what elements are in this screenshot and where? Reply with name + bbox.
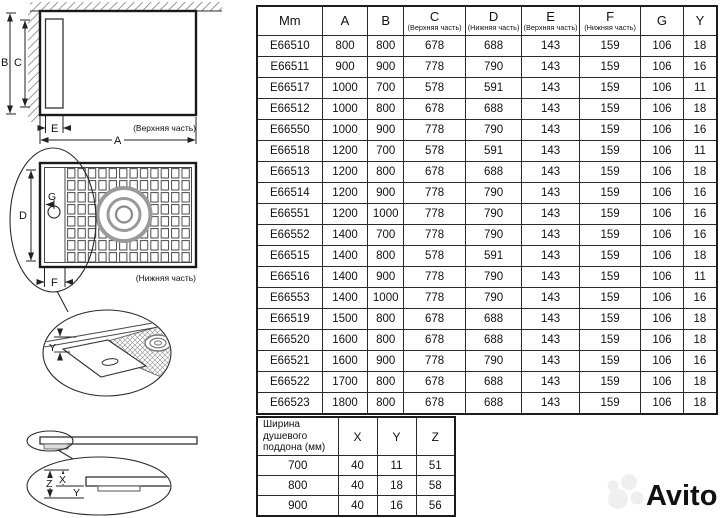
- table-cell: 900: [368, 267, 404, 288]
- table-row: [257, 393, 717, 415]
- table-row: [257, 496, 455, 517]
- table-cell: 1400: [322, 246, 368, 267]
- table-cell: E66522: [257, 372, 322, 393]
- table-cell: 790: [466, 267, 522, 288]
- table-cell: E66513: [257, 162, 322, 183]
- table-cell: 800: [368, 330, 404, 351]
- table-cell: 159: [580, 57, 641, 78]
- table-cell: 1200: [322, 162, 368, 183]
- table-cell: 778: [404, 267, 466, 288]
- table-cell: 16: [683, 57, 717, 78]
- table-cell: 106: [641, 246, 684, 267]
- table-cell: 678: [404, 393, 466, 415]
- table-cell: 1500: [322, 309, 368, 330]
- table-cell: 143: [522, 288, 580, 309]
- table-cell: 900: [257, 496, 338, 517]
- wall-hatch-top: [30, 2, 222, 11]
- table-row: [257, 78, 717, 99]
- column-header: Ширина душевого поддона (мм): [257, 417, 338, 456]
- table-cell: 159: [580, 288, 641, 309]
- table-cell: 18: [683, 36, 717, 57]
- table-row: [257, 246, 717, 267]
- table-cell: 700: [368, 141, 404, 162]
- table-cell: 143: [522, 36, 580, 57]
- table-cell: 18: [683, 372, 717, 393]
- table-cell: 143: [522, 183, 580, 204]
- table-cell: 143: [522, 372, 580, 393]
- table-cell: 18: [683, 393, 717, 415]
- column-header: G: [641, 6, 684, 36]
- table-row: [257, 267, 717, 288]
- table-cell: 1200: [322, 183, 368, 204]
- table-row: [257, 36, 717, 57]
- table-cell: 790: [466, 204, 522, 225]
- table-cell: E66517: [257, 78, 322, 99]
- column-header: F (Нижняя часть): [580, 6, 641, 36]
- table-cell: 688: [466, 162, 522, 183]
- drain-channel: [46, 19, 64, 108]
- top-view-caption: (Верхняя часть): [133, 123, 196, 133]
- table-row: [257, 330, 717, 351]
- table-row: [257, 204, 717, 225]
- table-cell: 143: [522, 204, 580, 225]
- table-cell: 159: [580, 246, 641, 267]
- table-cell: 40: [338, 496, 377, 517]
- table-cell: 106: [641, 288, 684, 309]
- table-cell: 1000: [368, 204, 404, 225]
- table-cell: 143: [522, 246, 580, 267]
- table-cell: 778: [404, 204, 466, 225]
- bottom-view-diagram: [10, 148, 196, 312]
- dimensions-table-body: [257, 36, 717, 415]
- table-cell: 578: [404, 141, 466, 162]
- table-cell: 106: [641, 36, 684, 57]
- table-cell: 58: [416, 476, 455, 496]
- table-cell: E66523: [257, 393, 322, 415]
- table-row: [257, 183, 717, 204]
- table-cell: 143: [522, 309, 580, 330]
- table-cell: 778: [404, 225, 466, 246]
- table-cell: 106: [641, 267, 684, 288]
- table-cell: 1400: [322, 225, 368, 246]
- table-cell: 16: [683, 288, 717, 309]
- dimension-label-c: C: [14, 57, 22, 69]
- table-cell: 578: [404, 246, 466, 267]
- table-row: [257, 456, 455, 476]
- table-cell: 16: [377, 496, 416, 517]
- table-cell: 16: [683, 183, 717, 204]
- table-cell: 11: [683, 78, 717, 99]
- table-row: [257, 57, 717, 78]
- dimension-label-e: E: [51, 123, 59, 135]
- table-cell: 18: [683, 162, 717, 183]
- table-cell: 578: [404, 78, 466, 99]
- table-cell: 800: [368, 36, 404, 57]
- table-cell: 800: [368, 372, 404, 393]
- table-cell: 16: [683, 225, 717, 246]
- dimension-label-b: B: [1, 57, 9, 69]
- table-cell: 591: [466, 141, 522, 162]
- table-cell: 688: [466, 309, 522, 330]
- table-cell: 40: [338, 476, 377, 496]
- table-cell: 18: [683, 330, 717, 351]
- table-cell: 800: [322, 36, 368, 57]
- table-cell: E66553: [257, 288, 322, 309]
- table-cell: E66515: [257, 246, 322, 267]
- table-cell: 900: [368, 183, 404, 204]
- table-cell: 18: [683, 246, 717, 267]
- dimension-label-d: D: [19, 210, 27, 222]
- table-cell: 790: [466, 225, 522, 246]
- table-cell: 800: [368, 393, 404, 415]
- table-cell: 159: [580, 330, 641, 351]
- column-header: D (Нижняя часть): [466, 6, 522, 36]
- table-row: [257, 476, 455, 496]
- table-cell: 106: [641, 393, 684, 415]
- width-table-body: [257, 456, 455, 517]
- table-cell: 790: [466, 183, 522, 204]
- table-cell: 790: [466, 120, 522, 141]
- table-row: [257, 99, 717, 120]
- table-row: [257, 372, 717, 393]
- table-cell: 143: [522, 162, 580, 183]
- table-cell: 700: [257, 456, 338, 476]
- avito-watermark: [598, 466, 718, 516]
- column-header: C (Верхняя часть): [404, 6, 466, 36]
- column-header: Y: [377, 417, 416, 456]
- table-cell: 700: [368, 225, 404, 246]
- technical-drawings: [0, 0, 255, 518]
- table-cell: 11: [377, 456, 416, 476]
- table-cell: 18: [377, 476, 416, 496]
- table-cell: 688: [466, 372, 522, 393]
- width-table-head: [257, 417, 455, 456]
- table-cell: 159: [580, 120, 641, 141]
- table-cell: 159: [580, 267, 641, 288]
- table-cell: 1000: [322, 120, 368, 141]
- width-table-head-row: [257, 417, 455, 456]
- table-cell: 1700: [322, 372, 368, 393]
- callout-leader: [57, 291, 68, 312]
- table-row: [257, 162, 717, 183]
- table-cell: 143: [522, 120, 580, 141]
- table-cell: 106: [641, 351, 684, 372]
- table-cell: E66551: [257, 204, 322, 225]
- table-cell: 778: [404, 57, 466, 78]
- table-cell: 1400: [322, 288, 368, 309]
- dimension-label-y-section: Y: [73, 487, 81, 499]
- table-cell: 591: [466, 246, 522, 267]
- table-cell: 51: [416, 456, 455, 476]
- table-cell: 143: [522, 78, 580, 99]
- avito-logo-circles: [608, 474, 644, 509]
- table-cell: 143: [522, 267, 580, 288]
- column-header: B: [368, 6, 404, 36]
- table-cell: 1000: [322, 99, 368, 120]
- table-cell: 159: [580, 141, 641, 162]
- table-cell: 16: [683, 120, 717, 141]
- table-cell: 106: [641, 183, 684, 204]
- table-cell: 1200: [322, 204, 368, 225]
- table-cell: 18: [683, 99, 717, 120]
- table-cell: 688: [466, 330, 522, 351]
- side-view-tray: [40, 437, 197, 444]
- top-view-diagram: [1, 2, 222, 147]
- table-cell: 1200: [322, 141, 368, 162]
- table-cell: 1600: [322, 351, 368, 372]
- table-cell: 106: [641, 309, 684, 330]
- table-cell: 106: [641, 162, 684, 183]
- table-cell: E66519: [257, 309, 322, 330]
- table-cell: 678: [404, 372, 466, 393]
- table-cell: 159: [580, 78, 641, 99]
- table-cell: 700: [368, 78, 404, 99]
- table-cell: 16: [683, 351, 717, 372]
- dimension-label-z: Z: [46, 478, 53, 490]
- table-cell: 900: [368, 57, 404, 78]
- table-cell: 106: [641, 204, 684, 225]
- table-cell: E66514: [257, 183, 322, 204]
- table-cell: 159: [580, 99, 641, 120]
- column-header: X: [338, 417, 377, 456]
- table-cell: 106: [641, 120, 684, 141]
- table-cell: E66510: [257, 36, 322, 57]
- table-cell: 18: [683, 309, 717, 330]
- column-header: Mm: [257, 6, 322, 36]
- table-row: [257, 141, 717, 162]
- table-cell: 678: [404, 36, 466, 57]
- table-cell: 106: [641, 99, 684, 120]
- bottom-view-caption: (Нижняя часть): [135, 273, 196, 283]
- table-cell: 56: [416, 496, 455, 517]
- table-cell: 591: [466, 78, 522, 99]
- table-cell: 159: [580, 225, 641, 246]
- wall-hatch-left: [28, 11, 40, 122]
- table-cell: 800: [368, 309, 404, 330]
- table-cell: 106: [641, 78, 684, 99]
- table-cell: 790: [466, 57, 522, 78]
- table-cell: 143: [522, 57, 580, 78]
- table-cell: E66520: [257, 330, 322, 351]
- table-cell: 159: [580, 36, 641, 57]
- table-cell: E66518: [257, 141, 322, 162]
- table-cell: 900: [368, 120, 404, 141]
- dimensions-table-head: [257, 6, 717, 36]
- column-header: Z: [416, 417, 455, 456]
- table-cell: 106: [641, 372, 684, 393]
- table-cell: 106: [641, 225, 684, 246]
- table-cell: 40: [338, 456, 377, 476]
- table-cell: E66512: [257, 99, 322, 120]
- table-cell: E66550: [257, 120, 322, 141]
- dimensions-table-head-row: [257, 6, 717, 36]
- section-channel: [98, 486, 140, 491]
- table-cell: 159: [580, 204, 641, 225]
- table-cell: E66511: [257, 57, 322, 78]
- column-header: E (Верхняя часть): [522, 6, 580, 36]
- table-row: [257, 351, 717, 372]
- table-cell: 688: [466, 36, 522, 57]
- table-cell: 159: [580, 162, 641, 183]
- dimension-label-g: G: [48, 191, 57, 203]
- dimensions-table: [256, 5, 718, 415]
- table-cell: 900: [368, 351, 404, 372]
- table-cell: 143: [522, 351, 580, 372]
- table-cell: 143: [522, 225, 580, 246]
- table-cell: 1800: [322, 393, 368, 415]
- table-cell: 1000: [322, 78, 368, 99]
- table-cell: 16: [683, 204, 717, 225]
- side-section-diagram: [27, 431, 197, 515]
- column-header: Y: [683, 6, 717, 36]
- table-cell: 1400: [322, 267, 368, 288]
- table-cell: 800: [368, 162, 404, 183]
- section-callout-leader: [58, 450, 73, 459]
- table-cell: 678: [404, 99, 466, 120]
- dimension-label-y-detail: Y: [49, 342, 57, 354]
- table-cell: 143: [522, 141, 580, 162]
- table-cell: 106: [641, 57, 684, 78]
- table-cell: 106: [641, 330, 684, 351]
- table-cell: E66521: [257, 351, 322, 372]
- table-cell: 678: [404, 330, 466, 351]
- dimension-label-x: X: [59, 474, 67, 486]
- table-cell: 778: [404, 120, 466, 141]
- table-cell: 159: [580, 183, 641, 204]
- width-table: [256, 416, 456, 517]
- table-cell: 143: [522, 99, 580, 120]
- table-cell: 1600: [322, 330, 368, 351]
- table-cell: 900: [322, 57, 368, 78]
- table-cell: 790: [466, 351, 522, 372]
- table-cell: 159: [580, 309, 641, 330]
- table-row: [257, 225, 717, 246]
- table-row: [257, 309, 717, 330]
- table-cell: 800: [368, 246, 404, 267]
- drain-center: [116, 207, 132, 223]
- table-cell: 688: [466, 393, 522, 415]
- table-cell: E66552: [257, 225, 322, 246]
- table-cell: 778: [404, 288, 466, 309]
- table-cell: 1000: [368, 288, 404, 309]
- table-cell: 11: [683, 141, 717, 162]
- table-cell: 106: [641, 141, 684, 162]
- table-cell: 159: [580, 351, 641, 372]
- table-cell: 790: [466, 288, 522, 309]
- table-cell: 678: [404, 309, 466, 330]
- table-row: [257, 120, 717, 141]
- avito-watermark-text: Avito: [646, 480, 718, 512]
- table-cell: 778: [404, 183, 466, 204]
- table-cell: 11: [683, 267, 717, 288]
- table-cell: 800: [257, 476, 338, 496]
- table-cell: 688: [466, 99, 522, 120]
- dimension-label-a: A: [114, 135, 122, 147]
- table-cell: 143: [522, 330, 580, 351]
- dimension-label-f: F: [51, 277, 58, 289]
- table-cell: 143: [522, 393, 580, 415]
- edge-detail-diagram: [43, 310, 178, 396]
- table-cell: 800: [368, 99, 404, 120]
- table-cell: 678: [404, 162, 466, 183]
- table-cell: 159: [580, 372, 641, 393]
- table-cell: E66516: [257, 267, 322, 288]
- table-row: [257, 288, 717, 309]
- table-cell: 778: [404, 351, 466, 372]
- column-header: A: [322, 6, 368, 36]
- table-cell: 159: [580, 393, 641, 415]
